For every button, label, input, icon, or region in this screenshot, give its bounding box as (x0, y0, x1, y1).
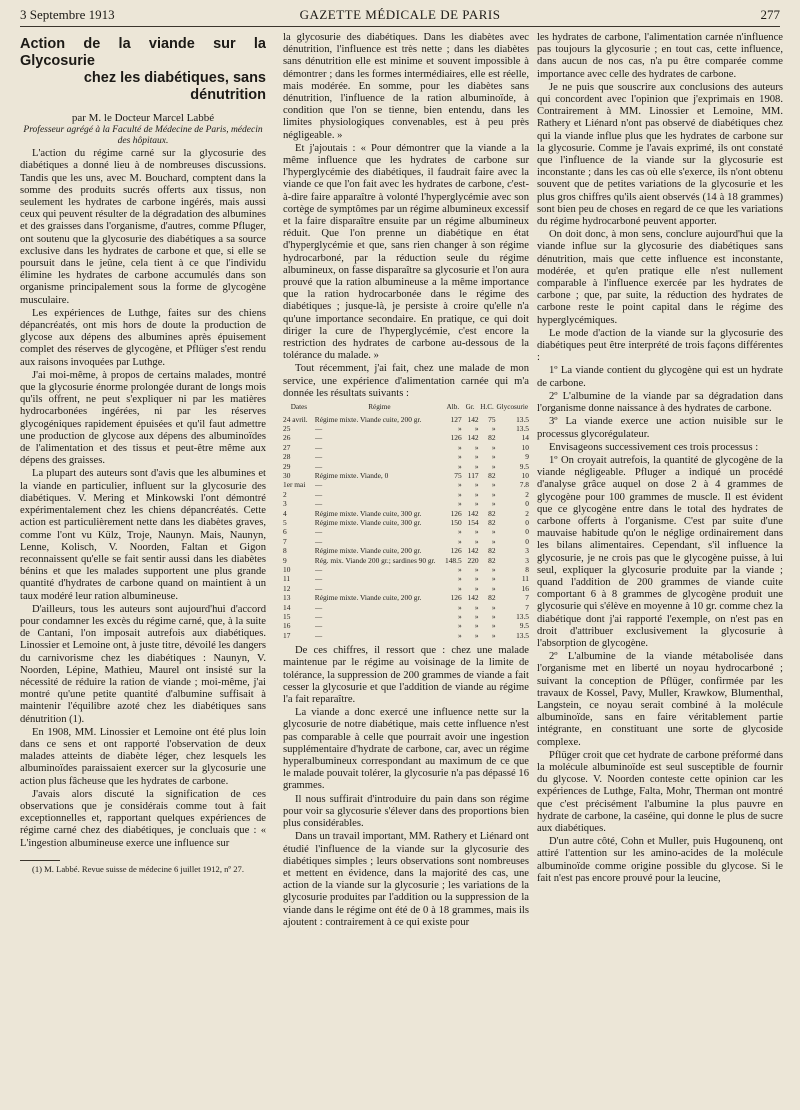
table-row (283, 415, 529, 424)
table-header-cell: Dates (290, 403, 308, 412)
table-cell: » (491, 583, 496, 593)
table-cell: 11 (283, 574, 291, 584)
table-cell: 0 (525, 536, 529, 546)
table-cell: 1er mai (283, 480, 306, 490)
table-header-cell: Glycosurie (496, 403, 529, 412)
table-cell: Rég. mix. Viande 200 gr.; sardines 90 gr. (314, 555, 436, 565)
paragraph: Tout récemment, j'ai fait, chez une malade de mon service, une expérience d'alimentation carnée qui m'a donnée les résultats suivants : (283, 363, 529, 399)
table-cell: 3 (525, 546, 529, 556)
table-cell: » (491, 452, 496, 462)
table-cell: » (474, 489, 479, 499)
table-cell: 24 avril. (283, 414, 308, 424)
paragraph: L'action du régime carné sur la glycosurie des diabétiques a donné lieu à de nombreuses discussions. Tandis que les uns, avec M. Bouchard, comptent dans la somme des produits sucrés offerts aux tissus, non seulement les hydrates de carbone ingérés, mais aussi ceux qui peuvent résulter de la dégradation des albumines et des graisses dans l'organisme, d'autres, comme Pfluger, ont soutenu que la glycosurie des diabétiques a sa source exclusive dans les hydrates de carbone et que, si elle se poursuit dans le jeûne, cela tient à ce que l'individu élimine les hydrates de carbone accumulés dans son organisme principalement sous la forme de glycogène musculaire. (20, 148, 266, 306)
table-cell: 13.5 (516, 630, 529, 640)
table-cell: — (314, 452, 323, 462)
table-row (283, 537, 529, 546)
table-cell: 14 (283, 602, 291, 612)
table-cell: 82 (488, 593, 496, 603)
table-cell: » (474, 527, 479, 537)
table-cell: 27 (283, 442, 291, 452)
table-cell: 3 (283, 499, 287, 509)
table-cell: » (457, 583, 462, 593)
table-row (283, 462, 529, 471)
table-cell: 9 (525, 452, 529, 462)
table-cell: 11 (521, 574, 529, 584)
table-cell: 12 (283, 583, 291, 593)
table-cell: — (314, 612, 323, 622)
table-cell: » (457, 536, 462, 546)
table-cell: 0 (525, 499, 529, 509)
column-2 (283, 32, 529, 1096)
table-cell: — (314, 621, 323, 631)
table-cell: — (314, 536, 323, 546)
table-row (283, 593, 529, 602)
table-cell: Régime mixte. Viande, 0 (314, 470, 389, 480)
table-cell: 4 (283, 508, 287, 518)
table-cell: » (457, 480, 462, 490)
table-row (283, 612, 529, 621)
table-header-cell: Régime (368, 403, 391, 412)
table-cell: 82 (488, 508, 496, 518)
column-1 (20, 32, 266, 1096)
table-cell: 126 (450, 433, 462, 443)
table-cell: 25 (283, 423, 291, 433)
table-cell: 142 (467, 414, 479, 424)
table-cell: 142 (467, 508, 479, 518)
table-cell: 126 (450, 508, 462, 518)
table-cell: Régime mixte. Viande cuite, 300 gr. (314, 517, 422, 527)
table-cell: 2 (283, 489, 287, 499)
table-row (283, 480, 529, 489)
table-cell: » (457, 565, 462, 574)
table-cell: » (474, 602, 479, 612)
table-row (283, 509, 529, 518)
paragraph: La plupart des auteurs sont d'avis que les albumines et la viande en particulier, influent sur la glycosurie des diabétiques. V. Mering et Minkowski l'ont démontré expérimentalement chez les chiens dépancréatés. Cette action est particulièrement nette dans les diabètes graves, comme l'ont vu Külz, Troje, Naunyn. Mais, Naunyn, Lenne, Kolisch, V. Noorden, Faltan et Gigon reconnaissent qu'elle se fait sentir aussi dans les diabètes bénins et que les malades supportent une plus grande quantité d'hydrates de carbone quand on maintient à un taux modéré leur ration albumineuse. (20, 468, 266, 602)
table-header-row (283, 403, 529, 414)
table-cell: Régime mixte. Viande cuite, 200 gr. (314, 414, 422, 424)
table-header-cell: Gr. (465, 403, 475, 412)
table-cell: 10 (521, 442, 529, 452)
table-cell: 13 (283, 593, 291, 603)
paragraph: J'avais alors discuté la signification de ces observations que je considérais comme tout à fait exceptionnelles et, rapportant quelques expériences de régime carné chez des diabétiques, je concluais que : « L'ingestion albumineuse exerce une influence sur (20, 788, 266, 849)
table-cell: — (314, 461, 323, 471)
table-cell: » (474, 565, 479, 574)
table-cell: 126 (450, 546, 462, 556)
table-cell: » (457, 612, 462, 622)
paragraph: En 1908, MM. Linossier et Lemoine ont été plus loin dans ce sens et ont rapporté l'observation de deux malades atteints de diabète léger, chez lesquels les albuminoïdes paraissaient exercer sur la glycosurie une action plus fâcheuse que les hydrates de carbone. (20, 726, 266, 787)
paragraph: Le mode d'action de la viande sur la glycosurie des diabétiques peut être interprété de trois façons différentes : (537, 327, 783, 364)
column-3 (537, 32, 783, 1096)
table-cell: » (457, 489, 462, 499)
table-cell: 2 (525, 508, 529, 518)
table-cell: 142 (467, 433, 479, 443)
paragraph: J'ai moi-même, à propos de certains malades, montré que la glycosurie énorme prolongée durant de longs mois qu'ils offrent, ne peut s'expliquer ni par les matières hydrocarbonées ingérées, ni par les réserves glycogéniques rapidement épuisées et qu'il faut admettre une production de glycose aux dépens des albuminoïdes de l'alimentation et des tissus et peut-être même aux dépens des graisses. (20, 369, 266, 467)
issue-date: 3 Septembre 1913 (20, 7, 115, 22)
table-cell: 9.5 (519, 621, 529, 631)
table-cell: 10 (283, 565, 291, 574)
table-cell: » (474, 621, 479, 631)
table-header-cell: Alb. (446, 403, 460, 412)
table-cell: — (314, 574, 323, 584)
paragraph: les hydrates de carbone, l'alimentation carnée n'influence pas toujours la glycosurie ; en tout cas, cette influence, dans aucun de nos cas, n'a pu être comparée comme importance avec celle des hydrates de carbone. (537, 32, 783, 80)
paragraph: Et j'ajoutais : « Pour démontrer que la viande a la même influence que les hydrates de carbone sur l'hyperglycémie des diabétiques, il faudrait faire avec la viande ce que l'on fait avec les hydrates de carbone, c'est-à-dire faire apparaître à volonté l'hyperglycémie avec son cortège de symptômes par un régime albumineux excessif et la faire disparaître ensuite par un régime albumineux réduit. Que l'on prenne un diabétique en état d'hyperglycémie et que, sans rien changer à son régime hydrocarboné, par la réduction seule du régime albumineux, on fasse disparaître sa glycosurie et l'on aura prouvé que la ration albumineuse a la même importance que la ration hydrocarbonée dans le régime des diabétiques ; jusque-là, je persiste à croire qu'elle n'a qu'une importance secondaire. En pratique, ce qui doit diriger la cure de l'hyperglycémie, c'est encore la restriction des hydrates de carbone au-dessous de la tolérance du malade. » (283, 142, 529, 362)
table-cell: 13.5 (516, 612, 529, 622)
table-cell: 142 (467, 593, 479, 603)
table-row (283, 603, 529, 612)
list-item: 1º La viande contient du glycogène qui est un hydrate de carbone. (537, 365, 783, 389)
table-cell: Régime mixte. Viande cuite, 300 gr. (314, 508, 422, 518)
paragraph: la glycosurie des diabétiques. Dans les diabètes avec dénutrition, l'influence est très nette ; dans les diabètes sans dénutrition elle est minime et souvent impossible à démontrer ; dans les formes intermédiaires, elle est réelle, mais modérée. En somme, pour les diabètes sans dénutrition, l'influence de la ration albuminoïde, à condition que l'on se tienne, bien entendu, dans les limites physiologiques convenables, est à peu près négligeable. » (283, 32, 529, 141)
table-cell: 0 (525, 527, 529, 537)
table-cell: Régime mixte. Viande cuite, 200 gr. (314, 593, 422, 603)
table-cell: 9.5 (519, 461, 529, 471)
table-cell: » (491, 527, 496, 537)
table-cell: » (474, 583, 479, 593)
table-cell: 126 (450, 593, 462, 603)
paragraph: D'ailleurs, tous les auteurs sont aujourd'hui d'accord pour condamner les excès du régime carné, que, à la suite de Cantani, l'on imposait autrefois aux diabétiques. Linossier et Lemoine ont, à juste titre, dévoilé les dangers du carnivorisme chez les diabétiques : Naunyn, V. Noorden, Lépine, Mathieu, Maurel ont insisté sur la nécessité de réduire la ration de viande ; moi-même, j'ai montré qu'une petite quantité d'albumine suffisait à maintenir l'équilibre azoté chez les diabétiques sans dénutrition (1). (20, 603, 266, 725)
table-cell: — (314, 489, 323, 499)
table-cell: — (314, 630, 323, 640)
table-cell: 13.5 (516, 423, 529, 433)
table-cell: 148.5 (445, 555, 462, 565)
table-cell: » (457, 527, 462, 537)
table-cell: — (314, 433, 323, 443)
table-row (283, 631, 529, 640)
table-row (283, 452, 529, 461)
table-cell: » (474, 630, 479, 640)
table-cell: 7 (525, 593, 529, 603)
table-cell: » (457, 423, 462, 433)
table-cell: » (474, 452, 479, 462)
table-cell: » (457, 442, 462, 452)
table-cell: 14 (521, 433, 529, 443)
table-row (283, 574, 529, 583)
footnote-rule (20, 860, 60, 861)
paragraph: 1º On croyait autrefois, la quantité de glycogène de la viande négligeable. Pfluger a indiqué un procédé d'analyse grâce auquel on dose 2 à 4 grammes de glycogène pour 100 grammes de muscle. Il est évident que ce glycogène entre dans le total des hydrates de carbone offerts à l'organisme. C'est par suite d'une mauvaise habitude qu'on le néglige ordinairement dans les bilans alimentaires. Cependant, s'il influence la glycosurie, je ne crois pas que le glycogène puisse, à lui seul, expliquer la glycosurie produite par la viande ; quand l'addition de 200 grammes de viande cuite comportant 6 à 8 grammes de glycogène produit une glycosurie qui s'élève en moyenne à 10 gr. comme chez la diabétique dont j'ai rapporté l'exemple, on n'est pas en droit d'attribuer exclusivement la glycosurie à l'absorption de glycogène. (537, 454, 783, 649)
table-cell: 75 (454, 470, 462, 480)
table-row (283, 433, 529, 442)
table-cell: 6 (283, 527, 287, 537)
table-cell: 16 (521, 583, 529, 593)
table-cell: 117 (467, 470, 479, 480)
table-cell: — (314, 499, 323, 509)
paragraph: Je ne puis que souscrire aux conclusions des auteurs qui concordent avec l'opinion que j'exprimais en 1908. Contrairement à MM. Linossier et Lemoine, MM. Rathery et Liénard n'ont pas observé de diabétiques chez qui la viande influe plus que les hydrates de carbone sur la glycosurie. Comme je l'avais exprimé, ils ont constaté que l'influence de la viande sur la glycosurie est inconstante ; dans les cas où elle s'exerce, ils n'ont obtenu souvent que de petites variations de la glycosurie et les plus gros chiffres qu'ils aient observés (14 à 18 grammes) sont bien peu de choses en regard de ce que les variations du régime hydrocarboné peuvent apporter. (537, 81, 783, 228)
table-cell: 82 (488, 470, 496, 480)
table-cell: 30 (283, 470, 291, 480)
page-header (20, 4, 780, 27)
table-cell: 3 (525, 555, 529, 565)
table-cell: » (457, 630, 462, 640)
table-cell: » (457, 574, 462, 584)
table-row (283, 546, 529, 555)
table-row (283, 556, 529, 565)
table-cell: » (491, 565, 496, 574)
table-cell: » (457, 602, 462, 612)
table-cell: » (474, 499, 479, 509)
table-cell: — (314, 442, 323, 452)
paragraph: 2º L'albumine de la viande métabolisée dans l'organisme met en liberté un noyau hydrocarboné ; suivant la conception de Pflüger, confirmée par les travaux de Kossel, Pavy, Muller, Krawkow, Blumenthal, Langstein, ce noyau serait combiné à la molécule albuminoïde, sans en faire véritablement partie intégrante, en constituant une sorte de glycoside complexe. (537, 651, 783, 748)
table-cell: 13.5 (516, 414, 529, 424)
table-cell: 7 (283, 536, 287, 546)
table-cell: » (474, 442, 479, 452)
table-cell: » (491, 602, 496, 612)
table-row (283, 527, 529, 536)
table-row (283, 443, 529, 452)
table-cell: 142 (467, 546, 479, 556)
table-cell: » (491, 442, 496, 452)
table-cell: 82 (488, 517, 496, 527)
table-cell: » (457, 621, 462, 631)
table-cell: » (474, 574, 479, 584)
table-row (283, 499, 529, 508)
table-cell: 8 (525, 565, 529, 574)
table-cell: — (314, 583, 323, 593)
table-row (283, 621, 529, 630)
table-cell: » (491, 461, 496, 471)
table-cell: 17 (283, 630, 291, 640)
table-cell: » (491, 536, 496, 546)
table-cell: 26 (283, 433, 291, 443)
table-cell: 0 (525, 517, 529, 527)
footnote: (1) M. Labbé. Revue suisse de médecine 6 juillet 1912, nº 27. (32, 863, 244, 874)
table-row (283, 471, 529, 480)
table-cell: 8 (283, 546, 287, 556)
page-number: 277 (760, 7, 780, 22)
table-cell: — (314, 565, 323, 574)
table-cell: — (314, 527, 323, 537)
table-cell: » (491, 621, 496, 631)
table-cell: 29 (283, 461, 291, 471)
table-cell: 2 (525, 489, 529, 499)
table-row (283, 518, 529, 527)
paragraph: Dans un travail important, MM. Rathery et Liénard ont étudié l'influence de la viande sur la glycosurie des diabétiques simples ; leurs observations sont nombreuses et mettent en évidence, dans la majorité des cas, une action de la viande sur la glycosurie ; les variations de la glycosurie produites par l'addition ou la suppression de la viande dans le régime ont été de 0 à 18 grammes, mais ils ajoutent : contrairement à ce qui existe pour (283, 831, 529, 928)
table-cell: 82 (488, 555, 496, 565)
table-cell: 28 (283, 452, 291, 462)
paragraph: Les expériences de Luthge, faites sur des chiens dépancréatés, ont mis hors de doute la production de glycose aux dépens des albumines après épuisement complet des réserves de glycogène, et Pflüger s'est rendu aux raisons invoquées par Luthge. (20, 307, 266, 368)
table-cell: » (491, 423, 496, 433)
table-cell: » (474, 480, 479, 490)
table-cell: » (491, 630, 496, 640)
table-cell: 150 (450, 517, 462, 527)
table-cell: 127 (450, 414, 462, 424)
list-item: 2º L'albumine de la viande par sa dégradation dans l'organisme donne naissance à des hydrates de carbone. (537, 390, 783, 415)
table-cell: » (457, 452, 462, 462)
table-cell: » (474, 423, 479, 433)
article-title (20, 36, 266, 104)
table-cell: — (314, 602, 323, 612)
table-cell: 7 (525, 602, 529, 612)
table-cell: 10 (521, 470, 529, 480)
table-cell: 9 (283, 555, 287, 565)
table-cell: » (491, 489, 496, 499)
title-line-1: Action de la viande sur la Glycosurie (20, 36, 266, 69)
paragraph: On doit donc, à mon sens, conclure aujourd'hui que la viande influe sur la glycosurie des diabétiques sans dénutrition, mais que cette influence est inconstante, modérée, et qu'en pratique elle n'est nullement comparable à l'influence exercée par les hydrates de carbone ; que, par suite, la réduction des hydrates de carbone reste le point capital dans le régime des hyperglycémiques. (537, 229, 783, 326)
paragraph: D'un autre côté, Cohn et Muller, puis Hugounenq, ont attiré l'attention sur les amino-acides de la molécule albuminoïde comme origine possible du glycose. Si le fait n'est pas encore prouvé pour la leucine, (537, 836, 783, 884)
table-row (283, 584, 529, 593)
table-cell: 5 (283, 517, 287, 527)
paragraph: Pflüger croit que cet hydrate de carbone préformé dans la molécule albuminoïde est seul susceptible de fournir du glycose. V. Noorden conteste cette opinion car les expériences de Luthge, Falta, Mohr, Therman ont montré que c'est précisément l'albumine la plus pauvre en hydrate de carbone, la caséine, qui donne le plus de sucre aux diabétiques. (537, 749, 783, 834)
table-row (283, 424, 529, 433)
table-cell: » (474, 612, 479, 622)
paragraph: De ces chiffres, il ressort que : chez une malade maintenue par le régime au voisinage de la limite de tolérance, la suppression de 200 grammes de viande a fait cesser la glycosurie et que l'addition de viande au régime l'a fait reparaître. (283, 645, 529, 706)
table-cell: » (457, 499, 462, 509)
table-row (283, 565, 529, 574)
table-cell: » (491, 480, 496, 490)
table-header-cell: H.C. (480, 403, 494, 412)
table-cell: Régime mixte. Viande cuite, 200 gr. (314, 546, 422, 556)
table-cell: 7.8 (519, 480, 529, 490)
glycosuria-table (283, 403, 529, 640)
paragraph: Envisageons successivement ces trois processus : (549, 441, 759, 453)
table-cell: » (491, 574, 496, 584)
table-cell: 82 (488, 546, 496, 556)
table-cell: — (314, 480, 323, 490)
table-row (283, 490, 529, 499)
author-line: par M. le Docteur Marcel Labbé (71, 112, 215, 124)
table-cell: 82 (488, 433, 496, 443)
table-body (283, 415, 529, 641)
list-item: 3º La viande exerce une action nuisible sur le processus glycorégulateur. (537, 416, 783, 440)
title-line-2: chez les diabétiques, sans dénutrition (83, 70, 266, 103)
table-cell: » (474, 536, 479, 546)
paragraph: La viande a donc exercé une influence nette sur la glycosurie de notre diabétique, mais cette influence n'est pas comparable à celle que pourrait avoir une ingestion supplémentaire d'hydrate de carbone, car, avec un régime hyperalbumineux correspondant au maximum de ce que le malade pouvait tolérer, la glycosurie n'a pas dépassé 16 grammes. (283, 707, 529, 792)
table-cell: » (491, 499, 496, 509)
table-cell: » (491, 612, 496, 622)
journal-title: GAZETTE MÉDICALE DE PARIS (299, 7, 501, 22)
table-cell: — (314, 423, 323, 433)
table-cell: 75 (488, 414, 496, 424)
table-cell: » (474, 461, 479, 471)
table-cell: 16 (283, 621, 291, 631)
table-cell: 220 (467, 555, 479, 565)
table-cell: 15 (283, 612, 291, 622)
author-credentials: Professeur agrégé à la Faculté de Médecine de Paris, médecin des hôpitaux. (23, 125, 263, 147)
table-cell: » (457, 461, 462, 471)
paragraph: Il nous suffirait d'introduire du pain dans son régime pour voir sa glycosurie s'élever dans des proportions bien plus considérables. (283, 793, 529, 830)
table-cell: 154 (467, 517, 479, 527)
